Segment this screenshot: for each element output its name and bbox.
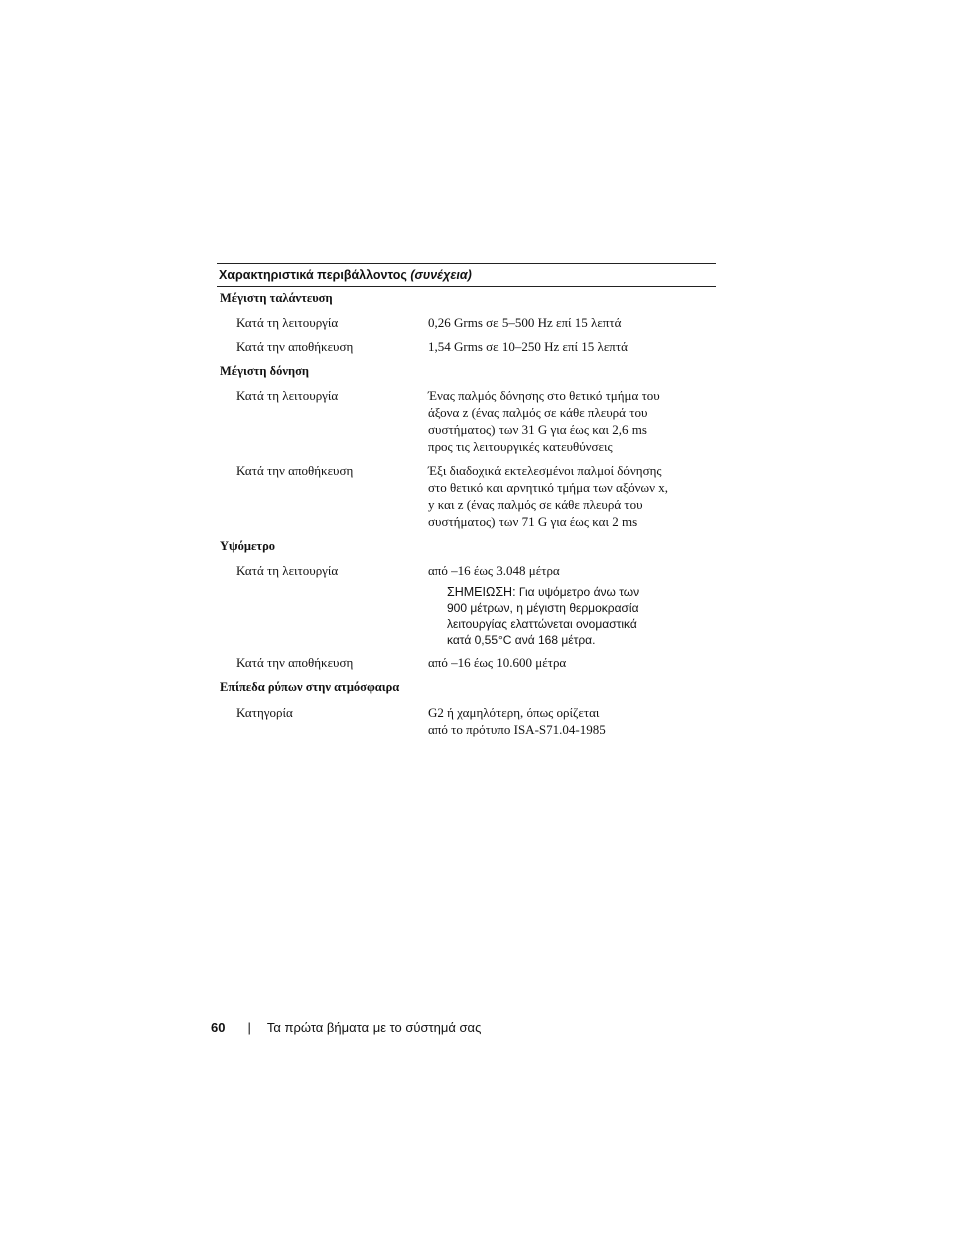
table-row bbox=[217, 387, 716, 455]
row-label: Κατά την αποθήκευση bbox=[236, 339, 354, 354]
row-value bbox=[428, 704, 688, 738]
value-line: άξονα z (ένας παλμός σε κάθε πλευρά του bbox=[428, 405, 648, 420]
environmental-specs-table bbox=[217, 263, 716, 738]
note-text: Για υψόμετρο άνω των bbox=[518, 585, 640, 599]
row-label: Κατά τη λειτουργία bbox=[236, 563, 339, 578]
row-label: Κατά την αποθήκευση bbox=[236, 463, 354, 478]
page-number: 60 bbox=[211, 1020, 226, 1035]
row-value: 0,26 Grms σε 5–500 Hz επί 15 λεπτά bbox=[428, 315, 622, 330]
note-label: ΣΗΜΕΙΩΣΗ: bbox=[447, 585, 516, 599]
row-value bbox=[428, 462, 688, 530]
footer-separator: | bbox=[247, 1020, 251, 1035]
value-line: G2 ή χαμηλότερη, όπως ορίζεται bbox=[428, 705, 600, 720]
value-line: από το πρότυπο ISA-S71.04-1985 bbox=[428, 722, 606, 737]
value-line: Ένας παλμός δόνησης στο θετικό τμήμα του bbox=[428, 388, 660, 403]
row-value: 1,54 Grms σε 10–250 Hz επί 15 λεπτά bbox=[428, 339, 628, 354]
note-line: κατά 0,55°C ανά 168 μέτρα. bbox=[447, 633, 596, 647]
table-row bbox=[217, 562, 716, 579]
value-line: y και z (ένας παλμός σε κάθε πλευρά του bbox=[428, 497, 643, 512]
section-heading-shock: Μέγιστη ταλάντευση bbox=[220, 291, 333, 305]
table-title bbox=[217, 264, 716, 286]
table-title-continued: (συνέχεια) bbox=[410, 268, 472, 282]
row-label: Κατά τη λειτουργία bbox=[236, 315, 339, 330]
value-line: Έξι διαδοχικά εκτελεσμένοι παλμοί δόνησης bbox=[428, 463, 662, 478]
note-line bbox=[447, 584, 687, 600]
table-title-text: Χαρακτηριστικά περιβάλλοντος bbox=[219, 268, 407, 282]
row-value: από –16 έως 3.048 μέτρα bbox=[428, 563, 560, 578]
table-header-rule bbox=[217, 286, 716, 287]
altitude-note bbox=[447, 584, 687, 648]
table-row bbox=[217, 338, 716, 355]
row-value bbox=[428, 387, 688, 455]
table-row bbox=[217, 462, 716, 530]
value-line: στο θετικό και αρνητικό τμήμα των αξόνων x, bbox=[428, 480, 668, 495]
row-value: από –16 έως 10.600 μέτρα bbox=[428, 655, 567, 670]
row-label: Κατηγορία bbox=[236, 705, 293, 720]
value-line: προς τις λειτουργικές κατευθύνσεις bbox=[428, 439, 613, 454]
table-row bbox=[217, 314, 716, 331]
value-line: συστήματος) των 71 G για έως και 2 ms bbox=[428, 514, 638, 529]
footer-title: Τα πρώτα βήματα με το σύστημά σας bbox=[266, 1020, 482, 1035]
section-heading-contaminants: Επίπεδα ρύπων στην ατμόσφαιρα bbox=[220, 680, 400, 694]
note-line: 900 μέτρων, η μέγιστη θερμοκρασία bbox=[447, 601, 639, 615]
section-heading-vibration: Μέγιστη δόνηση bbox=[220, 364, 309, 378]
table-row bbox=[217, 654, 716, 671]
page-footer bbox=[211, 1018, 481, 1038]
table-row bbox=[217, 704, 716, 738]
row-label: Κατά τη λειτουργία bbox=[236, 388, 339, 403]
row-label: Κατά την αποθήκευση bbox=[236, 655, 354, 670]
note-line: λειτουργίας ελαττώνεται ονομαστικά bbox=[447, 617, 637, 631]
section-heading-altitude: Υψόμετρο bbox=[220, 539, 276, 553]
value-line: συστήματος) των 31 G για έως και 2,6 ms bbox=[428, 422, 647, 437]
